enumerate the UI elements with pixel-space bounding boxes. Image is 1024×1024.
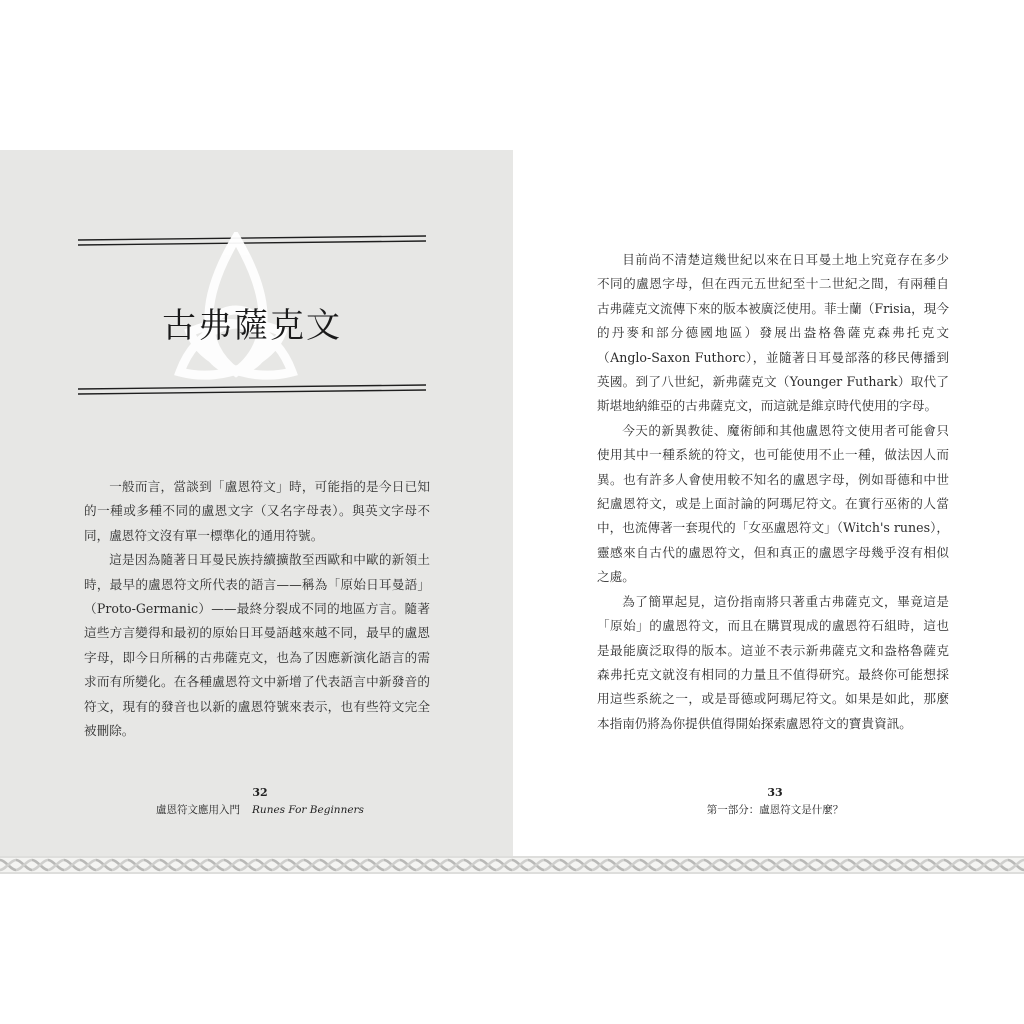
paragraph: 這是因為隨著日耳曼民族持續擴散至西歐和中歐的新領土時，最早的盧恩符文所代表的語言——稱為「原始日耳曼語」（Proto-Germanic）——最終分裂成不同的地區方言。隨著這些方言變得和最初的原始日耳曼語越來越不同，最早的盧恩字母，即今日所稱的古弗薩克文，也為了因應新演化語言的需求而有所變化。在各種盧恩符文中新增了代表語言中新發音的符文，現有的發音也以新的盧恩符號來表示，也有些符文完全被刪除。 — [84, 552, 430, 739]
chapter-title: 古弗薩克文 — [162, 306, 342, 346]
left-page — [0, 150, 513, 858]
book-spread — [0, 150, 1024, 874]
running-title: 第一部分：盧恩符文是什麼？ — [706, 804, 844, 816]
left-folio — [90, 786, 430, 818]
paragraph: 目前尚不清楚這幾世紀以來在日耳曼土地上究竟存在多少不同的盧恩字母，但在西元五世紀至十二世紀之間，有兩種自古弗薩克文流傳下來的版本被廣泛使用。菲士蘭（Frisia，現今的丹麥和部分德國地區）發展出盎格魯薩克森弗托克文（Anglo-Saxon Futhorc），並隨著日耳曼部落的移民傳播到英國。到了八世紀，新弗薩克文（Younger Futhark）取代了斯堪地納維亞的古弗薩克文，而這就是維京時代使用的字母。 — [597, 252, 949, 414]
running-title-zh: 盧恩符文應用入門 — [156, 804, 241, 816]
right-folio — [597, 786, 953, 818]
left-body-text — [84, 475, 430, 743]
celtic-braid-border — [0, 856, 1024, 874]
running-title — [90, 802, 430, 818]
page-number: 33 — [767, 786, 783, 799]
paragraph: 一般而言，當談到「盧恩符文」時，可能指的是今日已知的一種或多種不同的盧恩文字（又名字母表）。與英文字母不同，盧恩符文沒有單一標準化的通用符號。 — [84, 479, 430, 543]
paragraph: 為了簡單起見，這份指南將只著重古弗薩克文，畢竟這是「原始」的盧恩符文，而且在購買現成的盧恩符石組時，這也是最能廣泛取得的版本。這並不表示新弗薩克文和盎格魯薩克森弗托克文就沒有相同的力量且不值得研究。最終你可能想採用這些系統之一，或是哥德或阿瑪尼符文。如果是如此，那麼本指南仍將為你提供值得開始探索盧恩符文的寶貴資訊。 — [597, 593, 949, 731]
paragraph: 今天的新異教徒、魔術師和其他盧恩符文使用者可能會只使用其中一種系統的符文，也可能使用不止一種，做法因人而異。也有許多人會使用較不知名的盧恩字母，例如哥德和中世紀盧恩符文，或是上面討論的阿瑪尼符文。在實行巫術的人當中，也流傳著一套現代的「女巫盧恩符文」（Witch's runes），靈感來自古代的盧恩符文，但和真正的盧恩字母幾乎沒有相似之處。 — [597, 422, 949, 585]
chapter-heading — [76, 232, 428, 400]
running-title-en: Runes For Beginners — [252, 804, 364, 816]
page-number: 32 — [252, 786, 268, 799]
right-body-text — [597, 248, 949, 736]
